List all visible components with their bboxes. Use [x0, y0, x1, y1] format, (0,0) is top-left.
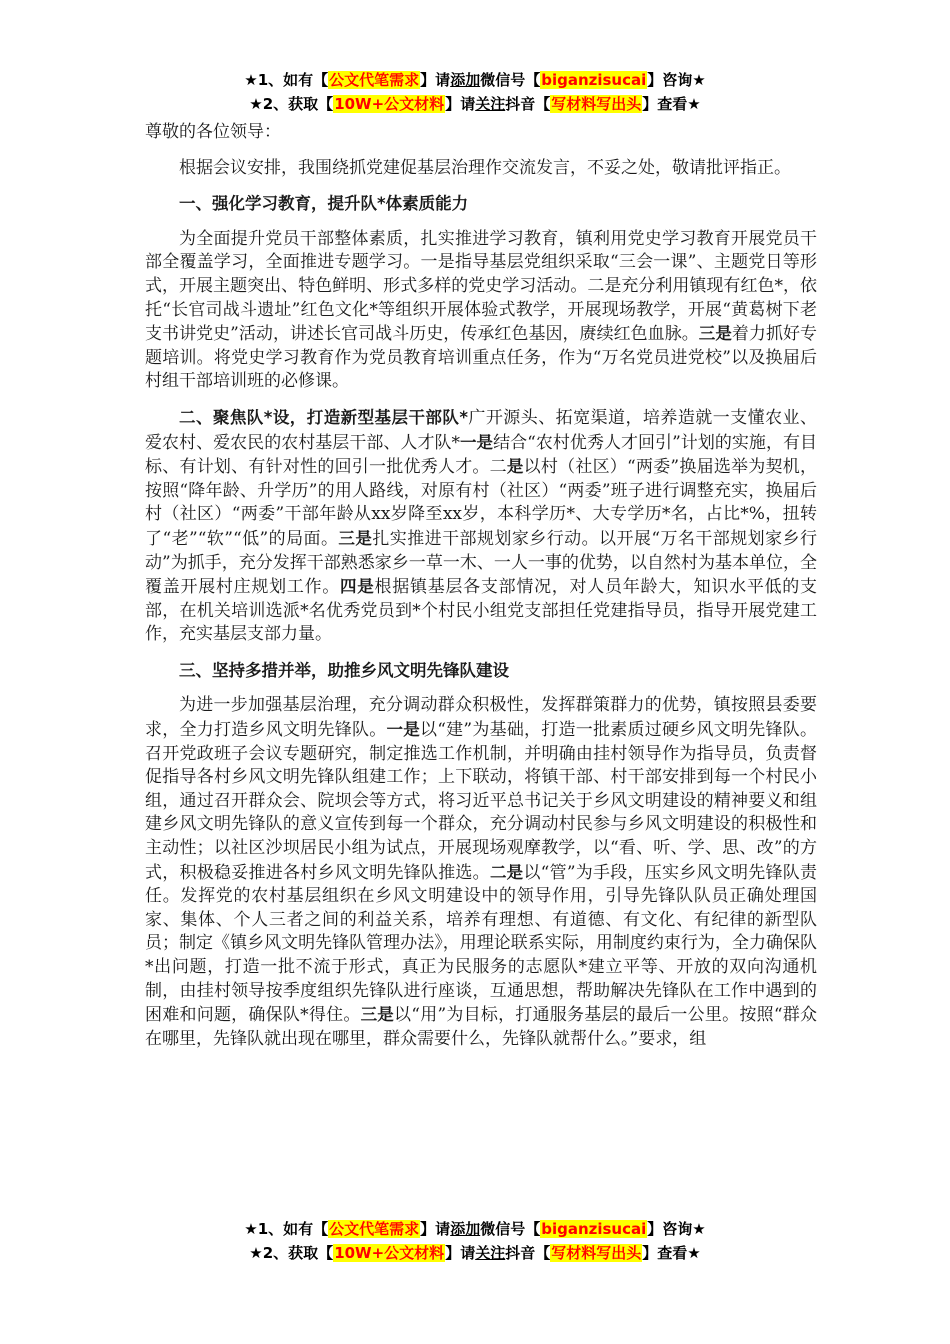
salutation: 尊敬的各位领导： — [145, 122, 281, 142]
highlight-douyin: 写材料写出头 — [551, 1244, 642, 1262]
banner-line-2: ★2、获取【10W+公文材料】请关注抖音【写材料写出头】查看★ — [249, 95, 701, 113]
banner-line-2: ★2、获取【10W+公文材料】请关注抖音【写材料写出头】查看★ — [249, 1244, 701, 1262]
highlight-wechat-id: biganzisucai — [541, 71, 647, 89]
section-heading-3: 三、坚持多措并举，助推乡风文明先锋队建设 — [179, 660, 509, 680]
highlight-service: 公文代笔需求 — [329, 71, 420, 89]
highlight-wechat-id: biganzisucai — [541, 1220, 647, 1238]
highlight-service: 公文代笔需求 — [329, 1220, 420, 1238]
highlight-materials: 10W+公文材料 — [334, 95, 445, 113]
highlight-materials: 10W+公文材料 — [334, 1244, 445, 1262]
banner-line-1: ★1、如有【公文代笔需求】请添加微信号【biganzisucai】咨询★ — [244, 71, 706, 89]
section-heading-1: 一、强化学习教育，提升队*体素质能力 — [179, 194, 469, 214]
section-heading-2: 二、聚焦队*设，打造新型基层干部队* — [179, 407, 468, 427]
banner-line-1: ★1、如有【公文代笔需求】请添加微信号【biganzisucai】咨询★ — [244, 1220, 706, 1238]
intro-paragraph: 根据会议安排，我围绕抓党建促基层治理作交流发言，不妥之处，敬请批评指正。 — [179, 157, 791, 178]
document-body — [145, 121, 817, 1051]
header-banner — [0, 68, 950, 116]
highlight-douyin: 写材料写出头 — [551, 95, 642, 113]
footer-banner — [0, 1217, 950, 1265]
section-2-paragraph: 二、聚焦队*设，打造新型基层干部队*广开源头、拓宽渠道，培养造就一支懂农业、爱农村、爱农民的农村基层干部、人才队*一是结合“农村优秀人才回引”计划的实施，有目标、有计划、有针对性的回引一批优秀人才。二是以村（社区）“两委”换届选举为契机，按照“降年龄、升学历”的用人路线，对原有村（社区）“两委”班子进行调整充实，换届后村（社区）“两委”干部年龄从xx岁降至xx岁，本科学历*、大专学历*名，占比*%，扭转了“老”“软”“低”的局面。三是扎实推进干部规划家乡行动。以开展“万名干部规划家乡行动”为抓手，充分发挥干部熟悉家乡一草一木、一人一事的优势，以自然村为基本单位，全覆盖开展村庄规划工作。四是根据镇基层各支部情况，对人员年龄大，知识水平低的支部，在机关培训选派*名优秀党员到*个村民小组党支部担任党建指导员，指导开展党建工作，充实基层支部力量。 — [145, 407, 818, 645]
section-3-paragraph: 为进一步加强基层治理，充分调动群众积极性，发挥群策群力的优势，镇按照县委要求，全力打造乡风文明先锋队。一是以“建”为基础，打造一批素质过硬乡风文明先锋队。召开党政班子会议专题研究，制定推选工作机制，并明确由挂村领导作为指导员，负责督促指导各村乡风文明先锋队组建工作；上下联动，将镇干部、村干部安排到每一个村民小组，通过召开群众会、院坝会等方式，将习近平总书记关于乡风文明建设的精神要义和组建乡风文明先锋队的意义宣传到每一个群众，充分调动村民参与乡风文明建设的积极性和主动性；以社区沙坝居民小组为试点，开展现场观摩教学，以“看、听、学、思、改”的方式，积极稳妥推进各村乡风文明先锋队推选。二是以“管”为手段，压实乡风文明先锋队责任。发挥党的农村基层组织在乡风文明建设中的领导作用，引导先锋队队员正确处理国家、集体、个人三者之间的利益关系，培养有理想、有道德、有文化、有纪律的新型队员；制定《镇乡风文明先锋队管理办法》，用理论联系实际，用制度约束行为，全力确保队*出问题，打造一批不流于形式，真正为民服务的志愿队*建立平等、开放的双向沟通机制，由挂村领导按季度组织先锋队进行座谈，互通思想，帮助解决先锋队在工作中遇到的困难和问题，确保队*得住。三是以“用”为目标，打通服务基层的最后一公里。按照“群众在哪里，先锋队就出现在哪里，群众需要什么，先锋队就帮什么。”要求，组 — [145, 695, 818, 1049]
section-1-paragraph: 为全面提升党员干部整体素质，扎实推进学习教育，镇利用党史学习教育开展党员干部全覆盖学习，全面推进专题学习。一是指导基层党组织采取“三会一课”、主题党日等形式，开展主题突出、特色鲜明、形式多样的党史学习活动。二是充分利用镇现有红色*，依托“长官司战斗遗址”红色文化*等组织开展体验式教学，开展现场教学，开展“黄葛树下老支书讲党史”活动，讲述长官司战斗历史，传承红色基因，赓续红色血脉。三是着力抓好专题培训。将党史学习教育作为党员教育培训重点任务，作为“万名党员进党校”以及换届后村组干部培训班的必修课。 — [145, 228, 818, 392]
